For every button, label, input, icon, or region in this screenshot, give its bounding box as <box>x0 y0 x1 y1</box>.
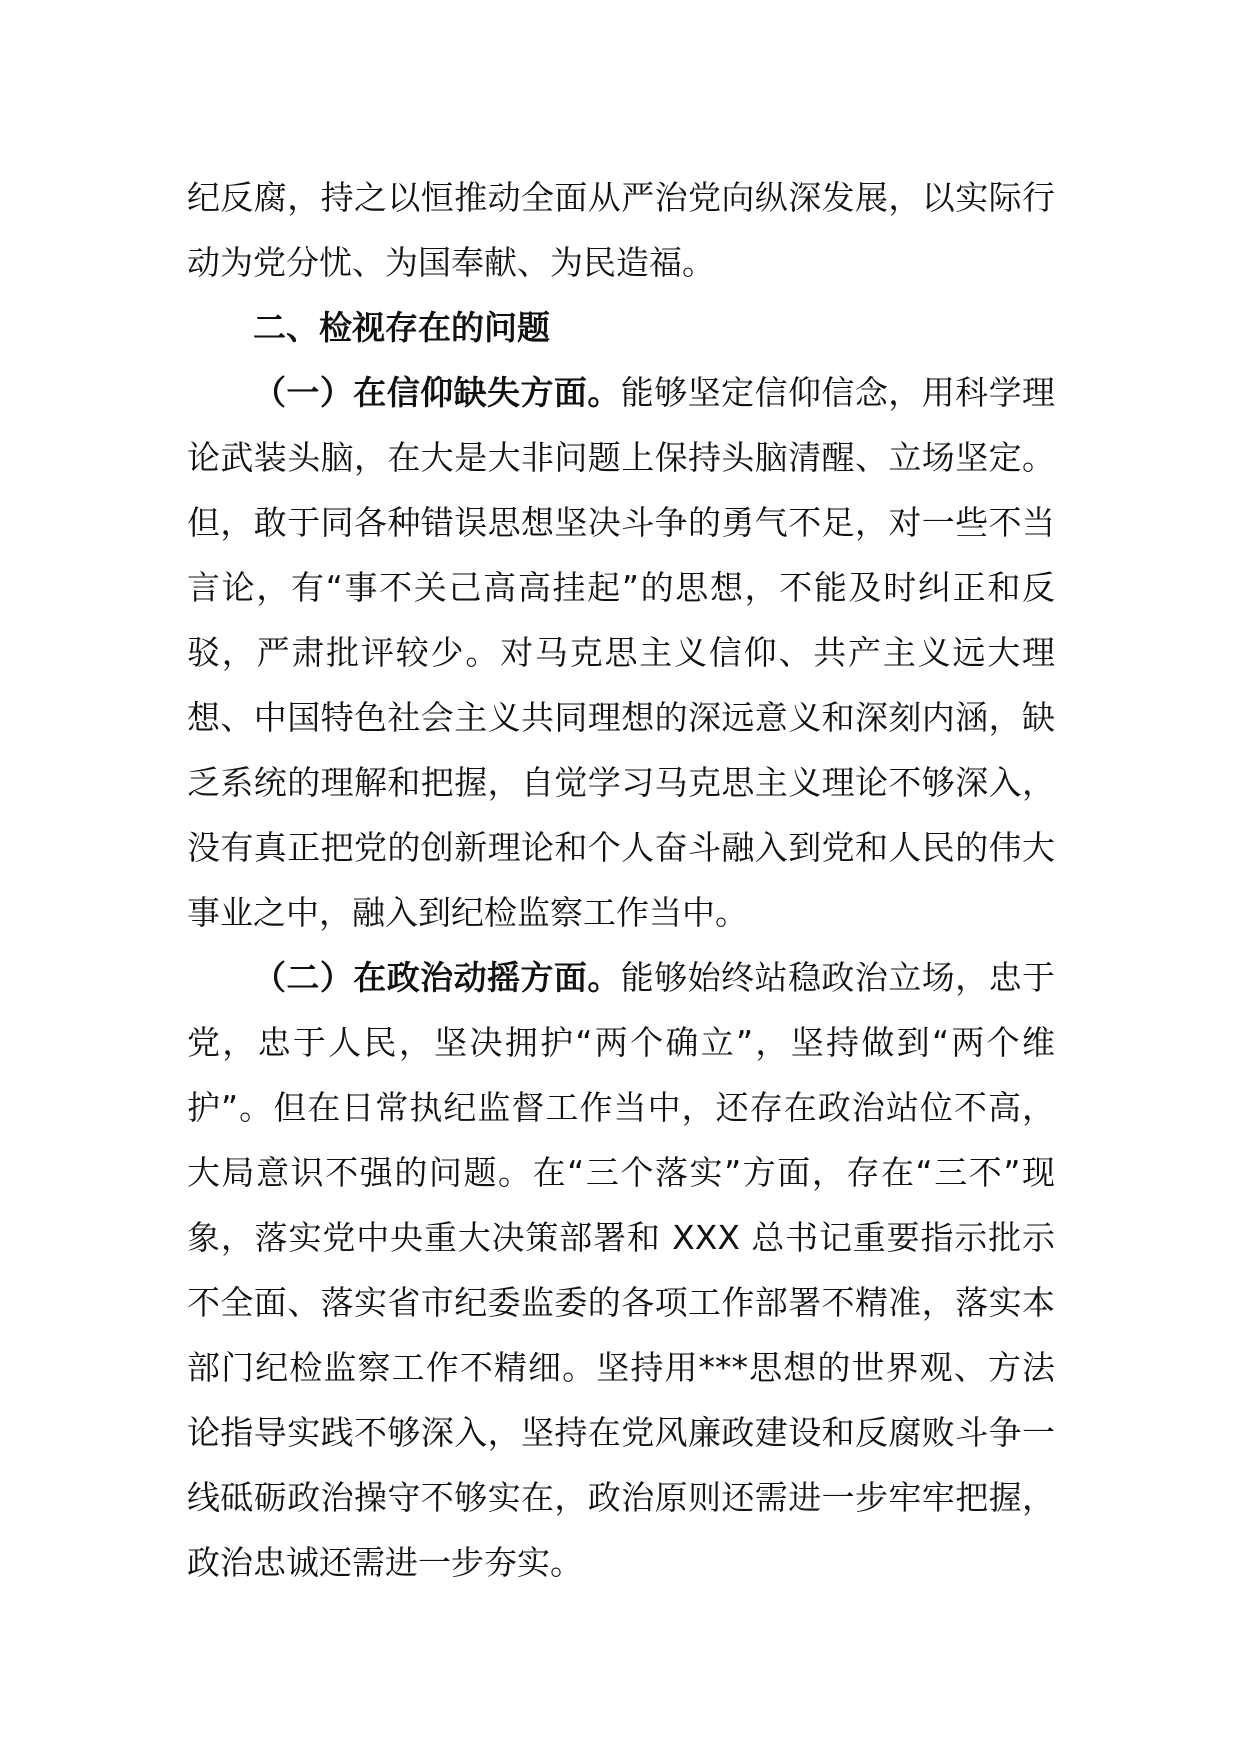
subsection-body-politics: 能够始终站稳政治立场，忠于党，忠于人民，坚决拥护“两个确立”，坚持做到“两个维护”。但在日常执纪监督工作当中，还存在政治站位不高，大局意识不强的问题。在“三个落实”方面，存在“三不”现象，落实党中央重大决策部署和 XXX 总书记重要指示批示不全面、落实省市纪委监委的各项工作部署不精准，落实本部门纪检监察工作不精细。坚持用***思想的世界观、方法论指导实践不够深入，坚持在党风廉政建设和反腐败斗争一线砥砺政治操守不够实在，政治原则还需进一步牢牢把握，政治忠诚还需进一步夯实。 <box>187 958 1056 1582</box>
paragraph-faith <box>187 360 1055 945</box>
section-heading: 二、检视存在的问题 <box>253 308 550 347</box>
subsection-lead-politics: （二）在政治动摇方面。 <box>253 958 621 997</box>
subsection-lead-faith: （一）在信仰缺失方面。 <box>253 373 621 412</box>
document-body <box>187 165 1055 1595</box>
subsection-body-faith: 能够坚定信仰信念，用科学理论武装头脑，在大是大非问题上保持头脑清醒、立场坚定。但，敢于同各种错误思想坚决斗争的勇气不足，对一些不当言论，有“事不关己高高挂起”的思想，不能及时纠正和反驳，严肃批评较少。对马克思主义信仰、共产主义远大理想、中国特色社会主义共同理想的深远意义和深刻内涵，缺乏系统的理解和把握，自觉学习马克思主义理论不够深入，没有真正把党的创新理论和个人奋斗融入到党和人民的伟大事业之中，融入到纪检监察工作当中。 <box>187 373 1056 932</box>
paragraph-politics <box>187 945 1055 1595</box>
paragraph-continuation: 纪反腐，持之以恒推动全面从严治党向纵深发展，以实际行动为党分忧、为国奉献、为民造福。 <box>187 178 1055 282</box>
